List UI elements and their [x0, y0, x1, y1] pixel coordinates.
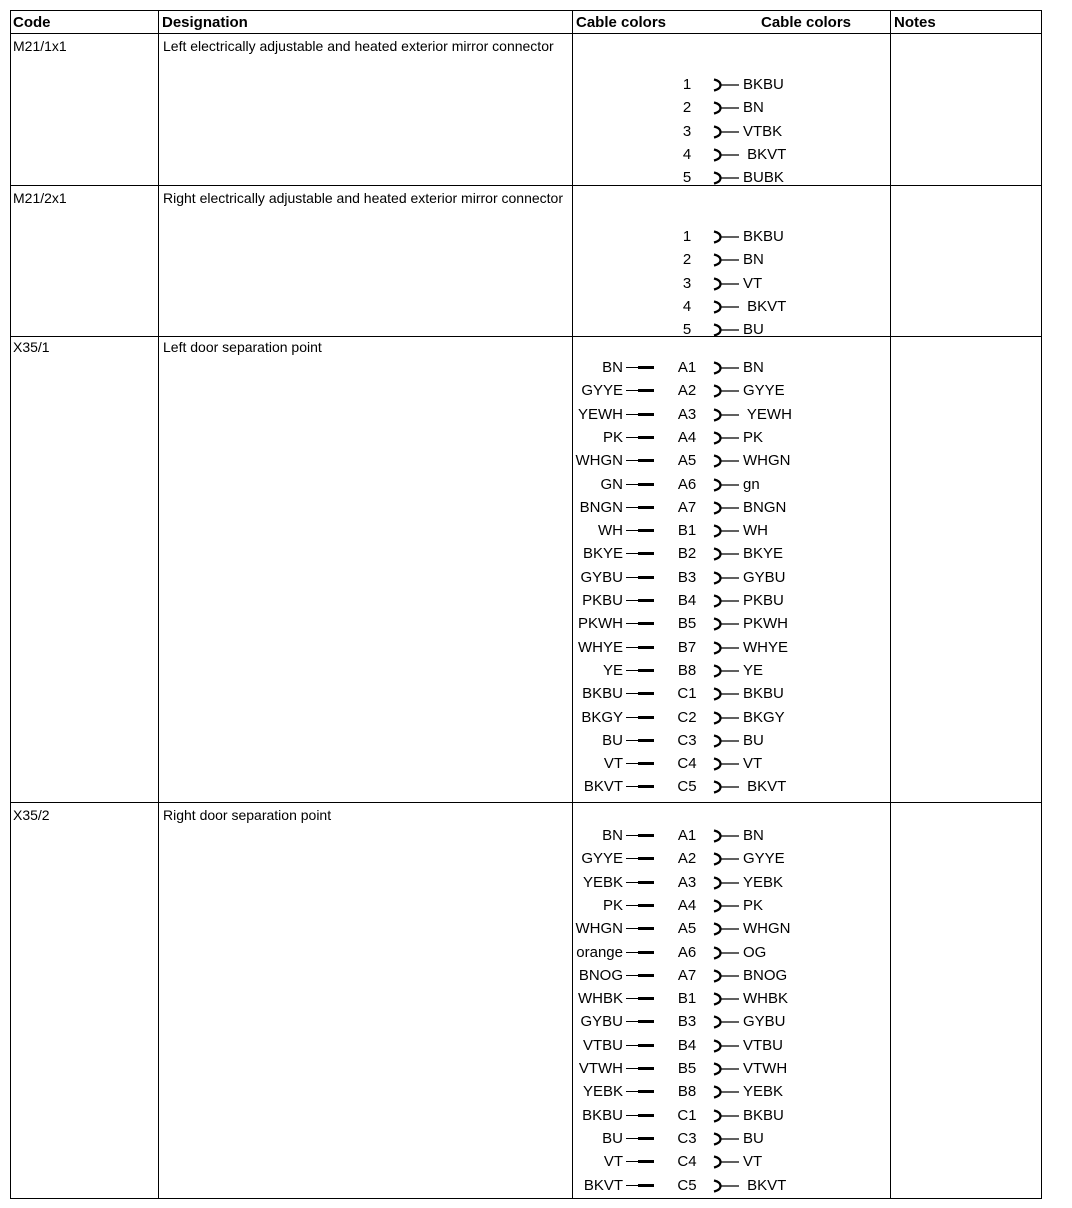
row-divider [11, 185, 1041, 186]
pin-number: C4 [677, 1153, 697, 1171]
pin-number: A3 [677, 405, 697, 423]
row-code: X35/1 [13, 339, 50, 355]
pin-number: B3 [677, 568, 697, 586]
pin-row [531, 450, 871, 472]
row-code: M21/2x1 [13, 190, 67, 206]
pin-number: 3 [682, 274, 692, 292]
pin-number: B4 [677, 592, 697, 609]
plug-wire-color: BKVT [583, 778, 623, 796]
plug-wire-color: YEBK [582, 1083, 623, 1101]
pin-row [531, 497, 871, 519]
pin-row [531, 730, 871, 752]
pin-number: C2 [677, 708, 697, 726]
plug-wire-color: GYBU [580, 1013, 623, 1031]
plug-wire-color: BKBU [582, 1106, 623, 1124]
pin-number: B8 [677, 1083, 697, 1101]
pin-row [531, 226, 871, 248]
pin-number: A7 [677, 498, 697, 516]
socket-wire-color: BUBK [743, 169, 784, 187]
socket-wire-color: YEBK [743, 1083, 784, 1101]
pin-row [531, 520, 871, 542]
pin-number: A6 [677, 943, 697, 961]
socket-wire-color: BKBU [743, 685, 784, 703]
pin-row [531, 872, 871, 894]
pin-row [531, 273, 871, 295]
socket-wire-color: WH [743, 522, 768, 540]
plug-wire-color: VTWH [578, 1060, 623, 1077]
pin-number: A4 [677, 896, 697, 914]
plug-wire-color: VT [603, 1153, 623, 1171]
socket-wire-color: GYBU [743, 568, 786, 586]
plug-wire-color: BKBU [582, 685, 623, 703]
pin-number: B8 [677, 661, 697, 679]
plug-wire-color: GYYE [581, 850, 623, 868]
socket-wire-color: BU [743, 321, 764, 339]
socket-wire-color: BKVT [743, 778, 787, 796]
socket-wire-color: WHGN [743, 452, 791, 470]
pin-row [531, 144, 871, 166]
pin-row [531, 590, 871, 612]
pin-row [531, 543, 871, 565]
socket-wire-color: WHGN [743, 920, 791, 938]
pin-row [531, 1058, 871, 1080]
pin-number: A4 [677, 428, 697, 446]
plug-wire-color: GYYE [581, 382, 623, 400]
socket-wire-color: BN [743, 99, 764, 117]
plug-wire-color: BKYE [582, 545, 623, 563]
pin-number: A1 [677, 827, 697, 844]
pin-row [531, 249, 871, 271]
pin-number: A1 [677, 359, 697, 376]
pin-number: 2 [682, 99, 692, 117]
socket-wire-color: BKVT [743, 297, 787, 315]
plug-wire-color: BKGY [581, 708, 623, 726]
plug-wire-color: BNOG [578, 966, 623, 984]
socket-wire-color: GYYE [743, 850, 785, 868]
pin-row [531, 97, 871, 119]
pin-row [531, 1035, 871, 1057]
plug-wire-color: WHBK [578, 990, 623, 1008]
plug-wire-color: PKBU [582, 592, 623, 609]
pin-number: 1 [682, 76, 692, 93]
socket-wire-color: BKYE [743, 545, 784, 563]
connector-table [10, 10, 1042, 1199]
plug-wire-color: YEWH [578, 405, 623, 423]
plug-wire-color: PK [602, 428, 623, 446]
socket-wire-color: BN [743, 827, 764, 844]
pin-row [531, 637, 871, 659]
pin-number: A3 [677, 873, 697, 891]
pin-row [531, 965, 871, 987]
pin-row [531, 427, 871, 449]
pin-number: A5 [677, 452, 697, 470]
pin-number: C1 [677, 685, 697, 703]
socket-wire-color: PK [743, 896, 764, 914]
header-cable-colors-socket: Cable colors [761, 14, 852, 31]
pin-number: C5 [677, 778, 697, 796]
plug-wire-color: BU [602, 731, 623, 749]
socket-wire-color: BKBU [743, 1106, 784, 1124]
socket-wire-color: BNGN [743, 498, 787, 516]
pin-row [531, 296, 871, 318]
socket-wire-color: BN [743, 359, 764, 376]
socket-wire-color: PKBU [743, 592, 784, 609]
pin-row [531, 319, 871, 341]
pin-row [531, 753, 871, 775]
row-designation: Right electrically adjustable and heated exterior mirror connector [163, 190, 563, 206]
header-divider [11, 33, 1041, 34]
pin-row [531, 825, 871, 847]
pin-number: B3 [677, 1013, 697, 1031]
pin-row [531, 380, 871, 402]
socket-wire-color: OG [743, 943, 767, 961]
pin-row [531, 988, 871, 1010]
row-divider [11, 336, 1041, 337]
column-divider [158, 11, 159, 1198]
plug-wire-color: BN [602, 359, 623, 376]
pin-number: B7 [677, 638, 697, 656]
pin-number: 2 [682, 251, 692, 269]
plug-wire-color: YE [602, 661, 623, 679]
pin-row [531, 613, 871, 635]
plug-wire-color: WHYE [578, 638, 623, 656]
pin-number: C5 [677, 1176, 697, 1194]
plug-wire-color: BN [602, 827, 623, 844]
pin-row [531, 357, 871, 379]
row-designation: Left door separation point [163, 339, 322, 355]
pin-row [531, 683, 871, 705]
plug-wire-color: PK [602, 896, 623, 914]
socket-wire-color: VT [743, 755, 763, 773]
pin-number: C3 [677, 1129, 697, 1147]
plug-wire-color: VT [603, 755, 623, 773]
pin-row [531, 942, 871, 964]
socket-wire-color: YEWH [743, 405, 792, 423]
pin-row [531, 567, 871, 589]
socket-wire-color: BU [743, 731, 764, 749]
row-divider [11, 802, 1041, 803]
pin-row [531, 776, 871, 798]
pin-row [531, 1081, 871, 1103]
pin-number: B5 [677, 1060, 697, 1077]
pin-number: 5 [682, 169, 692, 187]
socket-wire-color: BKVT [743, 145, 787, 163]
socket-wire-color: PK [743, 428, 764, 446]
pin-number: C4 [677, 755, 697, 773]
plug-wire-color: BNGN [579, 498, 623, 516]
header-notes: Notes [894, 14, 936, 31]
socket-wire-color: GYBU [743, 1013, 786, 1031]
row-designation: Right door separation point [163, 807, 332, 823]
socket-wire-color: VTBU [743, 1036, 784, 1054]
header-designation: Designation [162, 14, 248, 31]
pin-row [531, 918, 871, 940]
pin-row [531, 167, 871, 189]
row-designation: Left electrically adjustable and heated exterior mirror connector [163, 38, 554, 54]
pin-number: 5 [682, 321, 692, 339]
socket-wire-color: VTWH [743, 1060, 788, 1077]
column-divider [890, 11, 891, 1198]
socket-wire-color: gn [743, 475, 760, 493]
pin-number: C1 [677, 1106, 697, 1124]
plug-wire-color: WH [598, 522, 623, 540]
pin-row [531, 707, 871, 729]
pin-number: 3 [682, 122, 692, 140]
pin-row [531, 895, 871, 917]
pin-row [531, 848, 871, 870]
pin-row [531, 74, 871, 96]
pin-row [531, 1151, 871, 1173]
plug-wire-color: BKVT [583, 1176, 623, 1194]
plug-wire-color: GYBU [580, 568, 623, 586]
pin-row [531, 121, 871, 143]
pin-number: 4 [682, 297, 692, 315]
pin-number: 4 [682, 145, 692, 163]
pin-number: A7 [677, 966, 697, 984]
pin-number: 1 [682, 228, 692, 245]
pin-row [531, 1128, 871, 1150]
socket-wire-color: WHBK [743, 990, 788, 1008]
plug-wire-color: VTBU [582, 1036, 623, 1054]
socket-wire-color: PKWH [743, 615, 788, 633]
socket-wire-color: BN [743, 251, 764, 269]
pin-row [531, 1011, 871, 1033]
pin-number: A2 [677, 382, 697, 400]
pin-number: B2 [677, 545, 697, 563]
pin-number: B4 [677, 1036, 697, 1054]
plug-wire-color: YEBK [582, 873, 623, 891]
row-code: X35/2 [13, 807, 50, 823]
header-code: Code [13, 14, 51, 31]
socket-wire-color: VTBK [743, 122, 783, 140]
pin-row [531, 1105, 871, 1127]
pin-row [531, 660, 871, 682]
plug-wire-color: orange [576, 943, 623, 961]
plug-wire-color: PKWH [578, 615, 623, 633]
socket-wire-color: BNOG [743, 966, 788, 984]
pin-number: A2 [677, 850, 697, 868]
socket-wire-color: YE [743, 661, 764, 679]
socket-wire-color: BKGY [743, 708, 785, 726]
pin-row [531, 474, 871, 496]
socket-wire-color: VT [743, 1153, 763, 1171]
pin-number: A5 [677, 920, 697, 938]
pin-row [531, 1175, 871, 1197]
pin-number: C3 [677, 731, 697, 749]
header-cable-colors-plug: Cable colors [576, 14, 667, 31]
socket-wire-color: BU [743, 1129, 764, 1147]
socket-wire-color: WHYE [743, 638, 788, 656]
socket-wire-color: BKBU [743, 76, 784, 93]
socket-wire-color: BKVT [743, 1176, 787, 1194]
pin-number: A6 [677, 475, 697, 493]
pin-number: B1 [677, 990, 697, 1008]
socket-wire-color: GYYE [743, 382, 785, 400]
socket-wire-color: YEBK [743, 873, 784, 891]
plug-wire-color: WHGN [575, 452, 623, 470]
socket-wire-color: VT [743, 274, 763, 292]
plug-wire-color: WHGN [575, 920, 623, 938]
socket-wire-color: BKBU [743, 228, 784, 245]
plug-wire-color: GN [600, 475, 623, 493]
pin-number: B1 [677, 522, 697, 540]
pin-row [531, 404, 871, 426]
row-code: M21/1x1 [13, 38, 67, 54]
pin-number: B5 [677, 615, 697, 633]
plug-wire-color: BU [602, 1129, 623, 1147]
